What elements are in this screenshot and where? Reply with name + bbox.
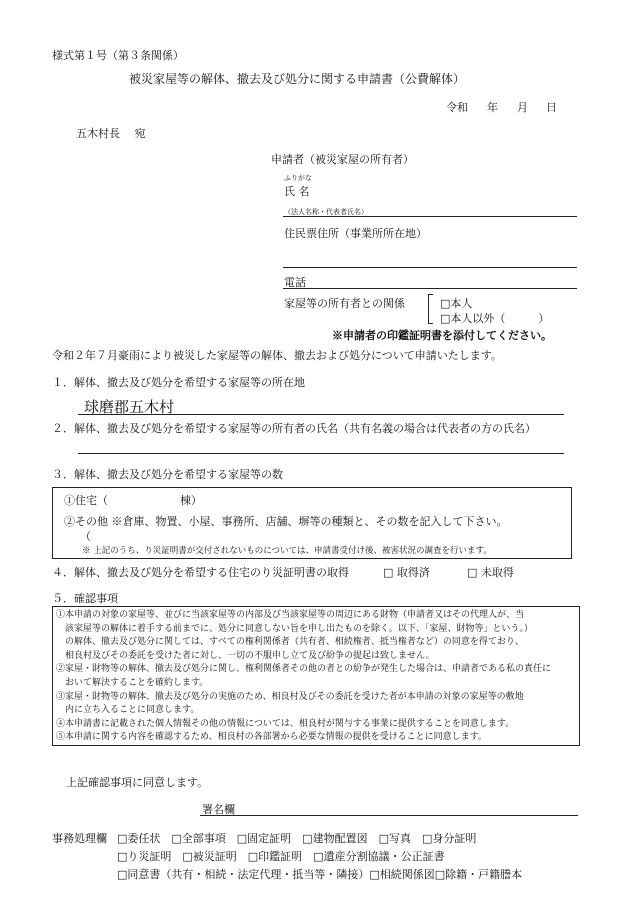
- confirm-line: 該家屋等の解体に着手する前までに、処分に同意しない旨を申し出たものを除く。以下、「家屋、財物等」という。）: [56, 623, 533, 634]
- confirm-line: おいて解決することを確約します。: [56, 677, 209, 688]
- agree-text: 上記確認事項に同意します。: [66, 776, 209, 789]
- confirm-line: の解体、撤去及び処分に関しては、すべての権利関係者（共有者、相続権者、抵当権者など）の同意を得ており、: [56, 637, 524, 648]
- page-title: 被災家屋等の解体、撤去及び処分に関する申請書（公費解体）: [129, 72, 466, 86]
- section-2-label: ２．解体、撤去及び処分を希望する家屋等の所有者の氏名（共有名義の場合は代表者の方の氏名）: [52, 422, 536, 435]
- signature-field[interactable]: [200, 815, 578, 816]
- confirm-line: ③家屋・財物等の解体、撤去及び処分の実施のため、相良村及びその委託を受けた者が本申請の対象の家屋等の敷地: [56, 691, 524, 702]
- confirm-line: ④本申請書に記載された個人情報その他の情報については、相良村が関与する事業に提供することを同意します。: [56, 718, 515, 729]
- confirm-line: ⑤本申請に関する内容を確認するため、相良村の各部署から必要な情報の提供を受けることに同意します。: [56, 732, 487, 743]
- confirm-line: 相良村及びその委託を受けた者に対し、一切の不服申し立て及び紛争の提起は致しません。: [56, 650, 435, 661]
- form-number: 様式第１号（第３条関係）: [52, 49, 184, 62]
- section-4-label: ４．解体、撤去及び処分を希望する住宅のり災証明書の取得: [52, 566, 349, 579]
- section-5-label: ５．確認事項: [52, 592, 118, 605]
- date-era: 令和: [446, 101, 468, 114]
- office-row-3[interactable]: □同意書（共有・相続・法定代理・抵当等・隣接）□相続関係図□除籍・戸籍謄本: [117, 868, 523, 881]
- other-count-field[interactable]: （: [80, 530, 91, 543]
- section-3-label: ３．解体、撤去及び処分を希望する家屋等の数: [52, 468, 283, 481]
- relation-option-other[interactable]: □本人以外（ ）: [440, 312, 550, 325]
- signature-label: 署名欄: [202, 803, 235, 816]
- relation-option-self[interactable]: □本人: [440, 297, 473, 310]
- house-count-unit: 棟）: [180, 494, 202, 507]
- house-count-label: ①住宅（: [64, 494, 108, 507]
- confirm-line: 内に立ち入ることに同意します。: [56, 705, 200, 716]
- location-value[interactable]: 球磨郡五木村: [84, 398, 175, 416]
- office-label: 事務処理欄: [52, 832, 107, 845]
- date-day[interactable]: 日: [546, 101, 557, 114]
- owner-name-field[interactable]: [78, 453, 564, 454]
- phone-field[interactable]: [283, 288, 577, 289]
- other-count-label: ②その他 ※倉庫、物置、小屋、事務所、店舗、塀等の種類と、その数を記入して下さい。: [64, 515, 508, 528]
- relation-bracket: [428, 294, 433, 324]
- office-row-2[interactable]: □り災証明 □被災証明 □印鑑証明 □遺産分割協議・公正証書: [117, 850, 445, 863]
- date-month[interactable]: 月: [517, 101, 528, 114]
- seal-note: ※申請者の印鑑証明書を添付してください。: [332, 329, 552, 342]
- section-1-label: １．解体、撤去及び処分を希望する家屋等の所在地: [52, 376, 305, 389]
- office-row-1[interactable]: □委任状 □全部事項 □固定証明 □建物配置図 □写真 □身分証明: [117, 832, 477, 845]
- applicant-heading: 申請者（被災家屋の所有者）: [271, 153, 414, 166]
- phone-label: 電話: [284, 276, 306, 289]
- date-year[interactable]: 年: [487, 101, 498, 114]
- name-label: 氏 名: [284, 185, 310, 198]
- addressee: 五木村長 宛: [76, 127, 146, 140]
- confirm-list: [56, 609, 551, 745]
- relation-label: 家屋等の所有者との関係: [284, 297, 405, 310]
- confirm-line: ②家屋・財物等の解体、撤去及び処分に関し、権利関係者その他の者との紛争が発生した場合は、申請者である私の責任に: [56, 664, 552, 675]
- location-field[interactable]: [78, 414, 564, 415]
- intro-text: 令和２年７月豪雨により被災した家屋等の解体、撤去および処分について申請いたします。: [52, 349, 502, 362]
- furigana-label: ふりがな: [284, 174, 312, 182]
- confirm-line: ①本申請の対象の家屋等、並びに当該家屋等の内部及び当該家屋等の周辺にある財物（申請者又はその代理人が、当: [56, 610, 525, 620]
- cert-obtained-checkbox[interactable]: □ 取得済: [383, 566, 430, 579]
- cert-not-obtained-checkbox[interactable]: □ 未取得: [467, 566, 514, 579]
- address-field[interactable]: [283, 267, 577, 268]
- address-label: 住民票住所（事業所所在地）: [284, 227, 427, 240]
- corp-note: （法人名称・代表者氏名）: [284, 208, 368, 216]
- count-note: ※ 上記のうち、り災証明書が交付されないものについては、申請書受付け後、被害状況の調査を行います。: [82, 546, 492, 556]
